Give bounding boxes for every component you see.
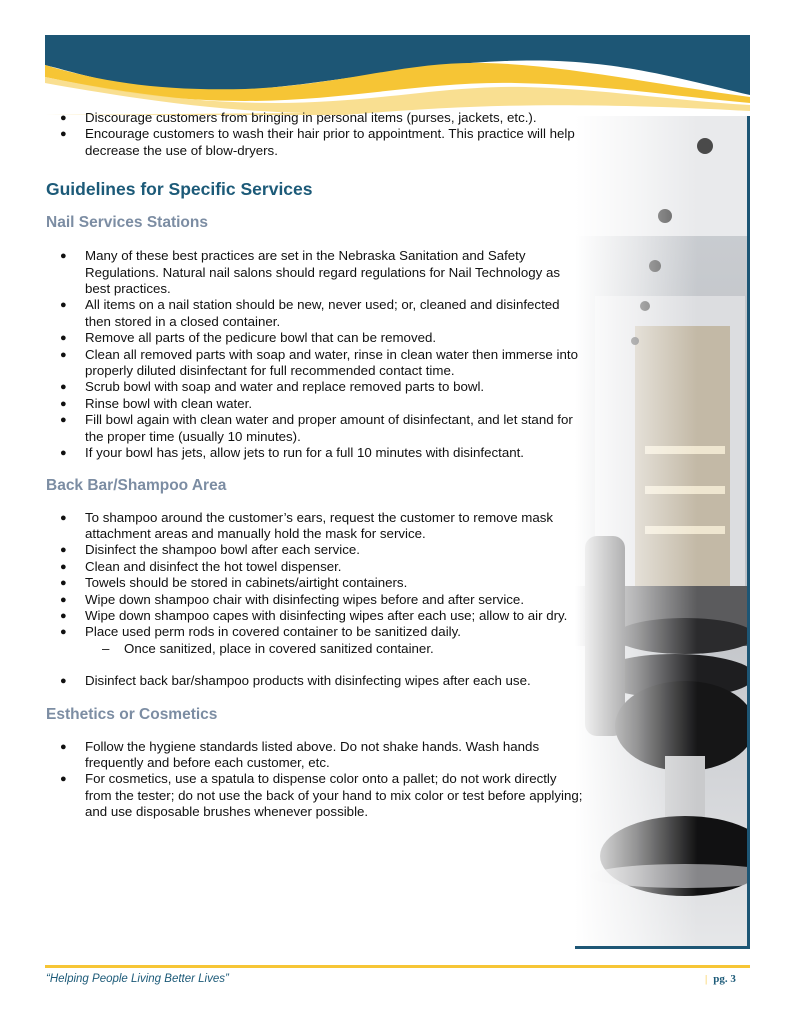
nail-services-heading: Nail Services Stations	[46, 214, 208, 232]
esthetics-heading: Esthetics or Cosmetics	[46, 705, 218, 723]
guidelines-heading: Guidelines for Specific Services	[46, 179, 313, 200]
back-bar-sublist	[46, 641, 586, 657]
list-item: ● If your bowl has jets, allow jets to run for a full 10 minutes with disinfectant.	[46, 445, 586, 461]
footer-tagline: “Helping People Living Better Lives”	[46, 973, 229, 985]
list-item: ● Remove all parts of the pedicure bowl that can be removed.	[46, 330, 586, 346]
photo-border-right	[747, 116, 750, 949]
list-item: ● Disinfect the shampoo bowl after each service.	[46, 542, 586, 558]
photo-border-bottom	[575, 946, 750, 949]
list-item: ● Many of these best practices are set in the Nebraska Sanitation and Safety Regulations. Natural nail salons should regard regulations for Nail Technology as best practices.	[46, 248, 586, 297]
footer-separator: |	[705, 973, 708, 985]
list-item: ● Follow the hygiene standards listed above. Do not shake hands. Wash hands frequently and before each customer, etc.	[46, 739, 586, 772]
list-item: ● Fill bowl again with clean water and proper amount of disinfectant, and let stand for the proper time (usually 10 minutes).	[46, 412, 586, 445]
list-item: ● Disinfect back bar/shampoo products with disinfecting wipes after each use.	[46, 673, 586, 689]
list-item: ● Clean all removed parts with soap and water, rinse in clean water then immerse into properly diluted disinfectant for full recommended contact time.	[46, 347, 586, 380]
footer-divider	[45, 965, 750, 968]
list-item: ● To shampoo around the customer’s ears, request the customer to remove mask attachment areas and manually hold the mask for service.	[46, 510, 586, 543]
page-number	[705, 973, 736, 985]
list-item: ● Towels should be stored in cabinets/airtight containers.	[46, 575, 586, 591]
list-item: ● Clean and disinfect the hot towel dispenser.	[46, 559, 586, 575]
list-item: ● Scrub bowl with soap and water and replace removed parts to bowl.	[46, 379, 586, 395]
esthetics-list	[46, 739, 586, 821]
list-item: ● Rinse bowl with clean water.	[46, 396, 586, 412]
salon-image	[575, 116, 750, 949]
list-item: ● Wipe down shampoo capes with disinfecting wipes after each use; allow to air dry.	[46, 608, 586, 624]
back-bar-heading: Back Bar/Shampoo Area	[46, 476, 227, 494]
salon-photo	[575, 116, 750, 949]
list-item: ● Place used perm rods in covered container to be sanitized daily.	[46, 624, 586, 640]
list-item: ● Wipe down shampoo chair with disinfecting wipes before and after service.	[46, 592, 586, 608]
page-number-label: pg. 3	[713, 973, 736, 985]
list-item: ● For cosmetics, use a spatula to dispense color onto a pallet; do not work directly from the tester; do not use the back of your hand to mix color or test before applying; and use disposable brushes whenever possible.	[46, 771, 586, 820]
sub-list-item: – Once sanitized, place in covered sanitized container.	[46, 641, 586, 657]
header-wave-banner	[45, 35, 750, 115]
intro-list	[46, 110, 586, 159]
list-item: ● All items on a nail station should be new, never used; or, cleaned and disinfected then stored in a closed container.	[46, 297, 586, 330]
back-bar-list	[46, 510, 586, 641]
list-item: ● Encourage customers to wash their hair prior to appointment. This practice will help decrease the use of blow-dryers.	[46, 126, 586, 159]
list-item: ● Discourage customers from bringing in personal items (purses, jackets, etc.).	[46, 110, 586, 126]
document-body	[46, 110, 586, 821]
back-bar-final-list	[46, 673, 586, 689]
nail-services-list	[46, 248, 586, 461]
